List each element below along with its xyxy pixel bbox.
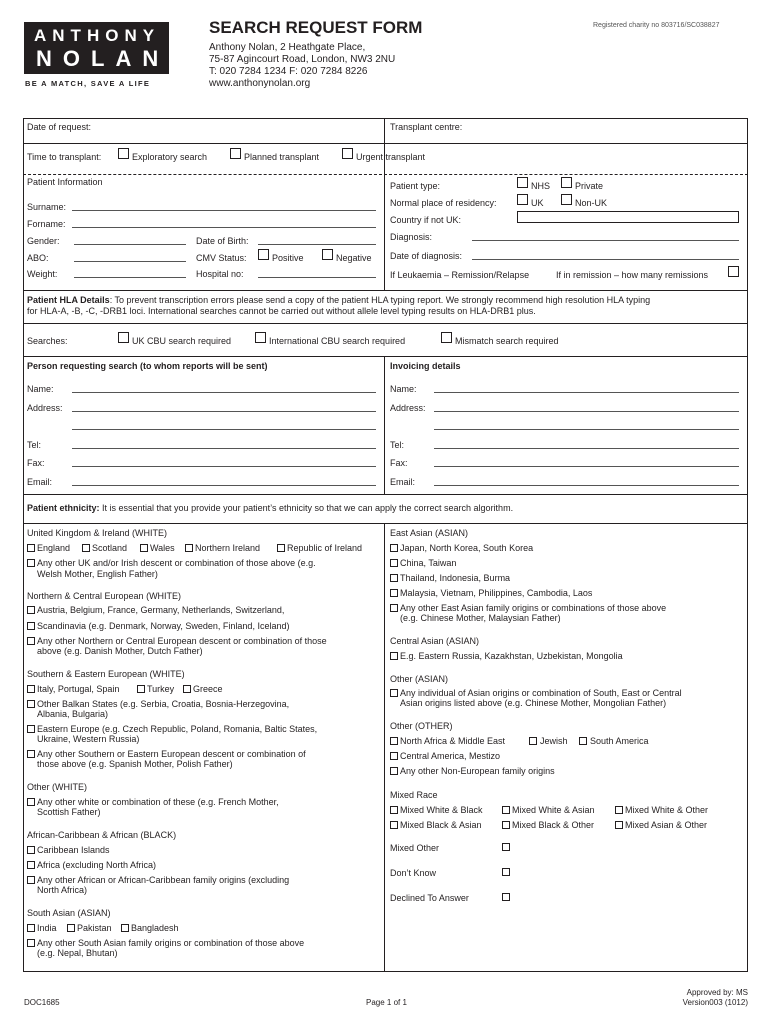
surname-field[interactable]: [72, 210, 376, 211]
approved-by: Approved by: MS: [686, 988, 748, 997]
se-heading: Southern & Eastern European (WHITE): [27, 669, 185, 679]
private-label: Private: [575, 181, 604, 191]
uk-other-checkbox[interactable]: [27, 559, 35, 567]
mixed-race-heading: Mixed Race: [390, 790, 438, 800]
exploratory-search-checkbox[interactable]: [118, 148, 129, 159]
northern-ireland-checkbox[interactable]: [185, 544, 193, 552]
country-input[interactable]: [517, 211, 739, 223]
logo-line-1: ANTHONY: [34, 26, 161, 45]
column-divider-top: [384, 118, 385, 175]
row-sep: [23, 174, 748, 175]
req-address-label: Address:: [27, 403, 63, 413]
forname-label: Forname:: [27, 219, 66, 229]
japan-korea-checkbox[interactable]: [390, 544, 398, 552]
scotland-label: Scotland: [92, 543, 128, 553]
thailand-checkbox[interactable]: [390, 574, 398, 582]
bangladesh-checkbox[interactable]: [121, 924, 129, 932]
gender-field[interactable]: [74, 244, 186, 245]
mixed-black-other-checkbox[interactable]: [502, 821, 510, 829]
inv-tel-field[interactable]: [434, 448, 739, 449]
person-requesting-heading: Person requesting search (to whom reports will be sent): [27, 361, 268, 371]
nhs-label: NHS: [531, 181, 551, 191]
invoicing-heading: Invoicing details: [390, 361, 461, 371]
italy-checkbox[interactable]: [27, 685, 35, 693]
dob-label: Date of Birth:: [196, 236, 249, 246]
other-other-heading: Other (OTHER): [390, 721, 453, 731]
mixed-black-asian-label: Mixed Black & Asian: [400, 820, 482, 830]
hla-details: [27, 295, 650, 306]
malaysia-label: Malaysia, Vietnam, Philippines, Cambodia, Laos: [400, 588, 593, 598]
transplant-centre-label: Transplant centre:: [390, 122, 463, 132]
weight-label: Weight:: [27, 269, 58, 279]
hospital-no-label: Hospital no:: [196, 269, 244, 279]
mixed-white-asian-label: Mixed White & Asian: [512, 805, 595, 815]
non-european-checkbox[interactable]: [390, 767, 398, 775]
eastern-europe-text-2: Ukraine, Western Russia): [37, 734, 140, 744]
mismatch-label: Mismatch search required: [455, 336, 559, 346]
req-address-field-2[interactable]: [72, 429, 376, 430]
req-tel-label: Tel:: [27, 440, 42, 450]
column-divider: [384, 523, 385, 972]
residency-uk-checkbox[interactable]: [517, 194, 528, 205]
form-title: SEARCH REQUEST FORM: [209, 18, 423, 37]
ethnicity-text: It is essential that you provide your patient’s ethnicity so that we can apply the correct search algorithm.: [99, 503, 514, 513]
se-other-text-2: those above (e.g. Spanish Mother, Polish Father): [37, 759, 233, 769]
mismatch-checkbox[interactable]: [441, 332, 452, 343]
remissions-checkbox[interactable]: [728, 266, 739, 277]
hla-text-1: : To prevent transcription errors please send a copy of the patient HLA typing report. We strongly recommend high resolution HLA typing: [109, 295, 651, 305]
inv-address-label: Address:: [390, 403, 426, 413]
row-sep: [23, 323, 748, 324]
surname-label: Surname:: [27, 202, 67, 212]
other-asian-text-1: Any individual of Asian origins or combination of South, East or Central: [400, 688, 682, 698]
eastern-europe-checkbox[interactable]: [27, 725, 35, 733]
north-africa-label: North Africa & Middle East: [400, 736, 506, 746]
weight-field[interactable]: [74, 277, 186, 278]
column-divider: [384, 174, 385, 290]
jewish-label: Jewish: [540, 736, 568, 746]
cmv-negative-checkbox[interactable]: [322, 249, 333, 260]
planned-transplant-checkbox[interactable]: [230, 148, 241, 159]
india-checkbox[interactable]: [27, 924, 35, 932]
se-other-text-1: Any other Southern or Eastern European descent or combination of: [37, 749, 306, 759]
south-asian-other-text-1: Any other South Asian family origins or combination of those above: [37, 938, 305, 948]
central-asian-heading: Central Asian (ASIAN): [390, 636, 480, 646]
time-to-transplant-label: Time to transplant:: [27, 152, 102, 162]
cmv-label: CMV Status:: [196, 253, 247, 263]
malaysia-checkbox[interactable]: [390, 589, 398, 597]
residency-label: Normal place of residency:: [390, 198, 497, 208]
african-caribbean-heading: African-Caribbean & African (BLACK): [27, 830, 177, 840]
inv-fax-label: Fax:: [390, 458, 408, 468]
abo-field[interactable]: [74, 261, 186, 262]
inv-address-field-1[interactable]: [434, 411, 739, 412]
nce-3-checkbox[interactable]: [27, 637, 35, 645]
nce-2-label: Scandinavia (e.g. Denmark, Norway, Sweden, Finland, Iceland): [37, 621, 290, 631]
form-frame: [23, 118, 748, 972]
remissions-label: If in remission – how many remissions: [556, 270, 709, 280]
nce-1-label: Austria, Belgium, France, Germany, Netherlands, Switzerland,: [37, 605, 285, 615]
nce-3-text-1: Any other Northern or Central European descent or combination of those: [37, 636, 327, 646]
dont-know-checkbox[interactable]: [502, 868, 510, 876]
uk-other-text-2: Welsh Mother, English Father): [37, 569, 158, 579]
row-sep: [23, 143, 748, 144]
urgent-transplant-checkbox[interactable]: [342, 148, 353, 159]
req-fax-label: Fax:: [27, 458, 45, 468]
tagline: BE A MATCH, SAVE A LIFE: [25, 79, 151, 88]
doc-number: DOC1685: [24, 998, 60, 1007]
non-european-label: Any other Non-European family origins: [400, 766, 555, 776]
req-email-field[interactable]: [72, 485, 376, 486]
date-of-request-label: Date of request:: [27, 122, 92, 132]
thailand-label: Thailand, Indonesia, Burma: [400, 573, 511, 583]
african-other-text-1: Any other African or African-Caribbean family origins (excluding: [37, 875, 290, 885]
row-sep: [23, 523, 748, 524]
diagnosis-field[interactable]: [472, 240, 739, 241]
inv-name-label: Name:: [390, 384, 417, 394]
patient-info-heading: Patient Information: [27, 177, 103, 187]
east-asian-other-checkbox[interactable]: [390, 604, 398, 612]
country-label: Country if not UK:: [390, 215, 462, 225]
balkan-text-1: Other Balkan States (e.g. Serbia, Croatia, Bosnia-Herzegovina,: [37, 699, 290, 709]
international-cbu-label: International CBU search required: [269, 336, 406, 346]
south-asian-other-checkbox[interactable]: [27, 939, 35, 947]
international-cbu-checkbox[interactable]: [255, 332, 266, 343]
residency-uk-label: UK: [531, 198, 544, 208]
republic-ireland-label: Republic of Ireland: [287, 543, 363, 553]
turkey-checkbox[interactable]: [137, 685, 145, 693]
african-other-text-2: North Africa): [37, 885, 88, 895]
date-diagnosis-field[interactable]: [472, 259, 739, 260]
uk-ireland-heading: United Kingdom & Ireland (WHITE): [27, 528, 168, 538]
cmv-positive-checkbox[interactable]: [258, 249, 269, 260]
balkan-checkbox[interactable]: [27, 700, 35, 708]
china-taiwan-label: China, Taiwan: [400, 558, 457, 568]
inv-name-field[interactable]: [434, 392, 739, 393]
republic-ireland-checkbox[interactable]: [277, 544, 285, 552]
african-other-checkbox[interactable]: [27, 876, 35, 884]
mixed-white-black-checkbox[interactable]: [390, 806, 398, 814]
inv-email-field[interactable]: [434, 485, 739, 486]
uk-other-text-1: Any other UK and/or Irish descent or combination of those above (e.g.: [37, 558, 316, 568]
phone-fax: T: 020 7284 1234 F: 020 7284 8226: [209, 66, 368, 77]
china-taiwan-checkbox[interactable]: [390, 559, 398, 567]
hla-text-2: for HLA-A, -B, -C, -DRB1 loci. International searches cannot be carried out without allele level typing results on HLA-DRB1 plus.: [27, 306, 536, 316]
address-line-2: 75-87 Agincourt Road, London, NW3 2NU: [209, 54, 396, 65]
anthony-nolan-logo: [24, 22, 169, 74]
mixed-black-other-label: Mixed Black & Other: [512, 820, 595, 830]
other-asian-text-2: Asian origins listed above (e.g. Chinese Mother, Mongolian Father): [400, 698, 667, 708]
mixed-other-checkbox[interactable]: [502, 843, 510, 851]
africa-checkbox[interactable]: [27, 861, 35, 869]
north-africa-checkbox[interactable]: [390, 737, 398, 745]
scotland-checkbox[interactable]: [82, 544, 90, 552]
mixed-other-label: Mixed Other: [390, 843, 440, 853]
turkey-label: Turkey: [147, 684, 175, 694]
planned-transplant-label: Planned transplant: [244, 152, 320, 162]
italy-label: Italy, Portugal, Spain: [37, 684, 120, 694]
leukaemia-label: If Leukaemia – Remission/Relapse: [390, 270, 530, 280]
central-america-label: Central America, Mestizo: [400, 751, 501, 761]
bangladesh-label: Bangladesh: [131, 923, 179, 933]
forname-field[interactable]: [72, 227, 376, 228]
mixed-asian-other-label: Mixed Asian & Other: [625, 820, 708, 830]
wales-label: Wales: [150, 543, 175, 553]
urgent-transplant-label: Urgent transplant: [356, 152, 426, 162]
cmv-positive-label: Positive: [272, 253, 304, 263]
req-fax-field[interactable]: [72, 466, 376, 467]
residency-non-uk-checkbox[interactable]: [561, 194, 572, 205]
eastern-europe-text-1: Eastern Europe (e.g. Czech Republic, Poland, Romania, Baltic States,: [37, 724, 318, 734]
residency-non-uk-label: Non-UK: [575, 198, 608, 208]
central-asian-checkbox[interactable]: [390, 652, 398, 660]
mixed-white-asian-checkbox[interactable]: [502, 806, 510, 814]
east-asian-other-text-2: (e.g. Chinese Mother, Malaysian Father): [400, 613, 561, 623]
row-sep: [23, 356, 748, 357]
nce-1-checkbox[interactable]: [27, 606, 35, 614]
other-asian-heading: Other (ASIAN): [390, 674, 449, 684]
diagnosis-label: Diagnosis:: [390, 232, 433, 242]
pakistan-label: Pakistan: [77, 923, 112, 933]
dob-field[interactable]: [258, 244, 376, 245]
south-asian-heading: South Asian (ASIAN): [27, 908, 111, 918]
balkan-text-2: Albania, Bulgaria): [37, 709, 109, 719]
req-name-field[interactable]: [72, 392, 376, 393]
other-white-checkbox[interactable]: [27, 798, 35, 806]
version: Version003 (1012): [682, 998, 748, 1007]
japan-korea-label: Japan, North Korea, South Korea: [400, 543, 534, 553]
page-number: Page 1 of 1: [366, 998, 407, 1007]
ethnicity-heading: Patient ethnicity:: [27, 503, 100, 513]
date-diagnosis-label: Date of diagnosis:: [390, 251, 463, 261]
searches-label: Searches:: [27, 336, 68, 346]
mixed-white-black-label: Mixed White & Black: [400, 805, 483, 815]
mixed-asian-other-checkbox[interactable]: [615, 821, 623, 829]
req-tel-field[interactable]: [72, 448, 376, 449]
greece-label: Greece: [193, 684, 223, 694]
england-label: England: [37, 543, 71, 553]
gender-label: Gender:: [27, 236, 60, 246]
website: www.anthonynolan.org: [209, 78, 311, 89]
jewish-checkbox[interactable]: [529, 737, 537, 745]
mixed-white-other-label: Mixed White & Other: [625, 805, 709, 815]
abo-label: ABO:: [27, 253, 49, 263]
central-america-checkbox[interactable]: [390, 752, 398, 760]
uk-cbu-checkbox[interactable]: [118, 332, 129, 343]
wales-checkbox[interactable]: [140, 544, 148, 552]
england-checkbox[interactable]: [27, 544, 35, 552]
other-white-heading: Other (WHITE): [27, 782, 87, 792]
central-asian-label: E.g. Eastern Russia, Kazakhstan, Uzbekistan, Mongolia: [400, 651, 623, 661]
other-asian-checkbox[interactable]: [390, 689, 398, 697]
logo-line-2: NOLAN: [36, 46, 170, 71]
dont-know-label: Don’t Know: [390, 868, 437, 878]
caribbean-label: Caribbean Islands: [37, 845, 110, 855]
other-white-text-2: Scottish Father): [37, 807, 101, 817]
nce-2-checkbox[interactable]: [27, 622, 35, 630]
column-divider: [384, 356, 385, 494]
nce-heading: Northern & Central European (WHITE): [27, 591, 182, 601]
east-asian-other-text-1: Any other East Asian family origins or combinations of those above: [400, 603, 667, 613]
northern-ireland-label: Northern Ireland: [195, 543, 261, 553]
cmv-negative-label: Negative: [336, 253, 372, 263]
patient-type-label: Patient type:: [390, 181, 441, 191]
req-name-label: Name:: [27, 384, 54, 394]
mixed-white-other-checkbox[interactable]: [615, 806, 623, 814]
caribbean-checkbox[interactable]: [27, 846, 35, 854]
africa-label: Africa (excluding North Africa): [37, 860, 157, 870]
nhs-checkbox[interactable]: [517, 177, 528, 188]
row-sep: [23, 494, 748, 495]
row-sep: [23, 290, 748, 291]
greece-checkbox[interactable]: [183, 685, 191, 693]
hospital-no-field[interactable]: [258, 277, 376, 278]
declined-label: Declined To Answer: [390, 893, 469, 903]
inv-email-label: Email:: [390, 477, 416, 487]
inv-address-field-2[interactable]: [434, 429, 739, 430]
south-america-label: South America: [590, 736, 649, 746]
ethnicity-note: [27, 503, 513, 514]
req-email-label: Email:: [27, 477, 53, 487]
declined-checkbox[interactable]: [502, 893, 510, 901]
se-other-checkbox[interactable]: [27, 750, 35, 758]
south-asian-other-text-2: (e.g. Nepal, Bhutan): [37, 948, 118, 958]
exploratory-search-label: Exploratory search: [132, 152, 208, 162]
east-asian-heading: East Asian (ASIAN): [390, 528, 469, 538]
address-line-1: Anthony Nolan, 2 Heathgate Place,: [209, 42, 366, 53]
inv-fax-field[interactable]: [434, 466, 739, 467]
south-america-checkbox[interactable]: [579, 737, 587, 745]
other-white-text-1: Any other white or combination of these (e.g. French Mother,: [37, 797, 279, 807]
india-label: India: [37, 923, 57, 933]
private-checkbox[interactable]: [561, 177, 572, 188]
mixed-black-asian-checkbox[interactable]: [390, 821, 398, 829]
charity-number: Registered charity no 803716/SC038827: [593, 22, 720, 29]
req-address-field-1[interactable]: [72, 411, 376, 412]
uk-cbu-label: UK CBU search required: [132, 336, 232, 346]
hla-heading: Patient HLA Details: [27, 295, 110, 305]
pakistan-checkbox[interactable]: [67, 924, 75, 932]
nce-3-text-2: above (e.g. Danish Mother, Dutch Father): [37, 646, 203, 656]
inv-tel-label: Tel:: [390, 440, 405, 450]
